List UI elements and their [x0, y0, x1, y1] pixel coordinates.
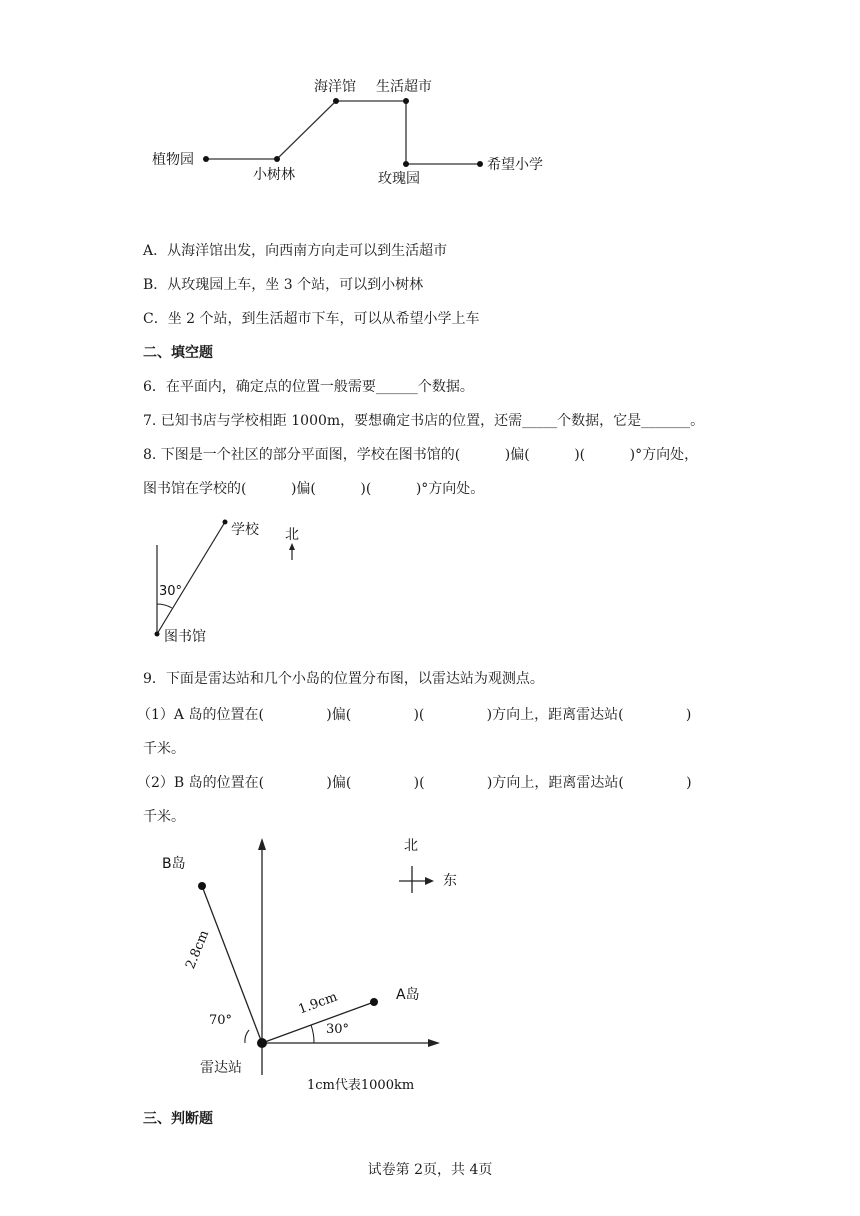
section-title-true-false: 三、判断题 [143, 1111, 213, 1127]
north-label: 北 [285, 527, 299, 543]
option-a: A．从海洋馆出发，向西南方向走可以到生活超市 [143, 243, 448, 259]
station-xiwangxiaoxue: 希望小学 [487, 157, 543, 173]
station-haiyangguan: 海洋馆 [314, 79, 356, 95]
page-footer: 试卷第 2页，共 4页 [367, 1162, 493, 1178]
compass-north-label: 北 [404, 838, 418, 854]
question-8-line1: 8. 下图是一个社区的部分平面图，学校在图书馆的( )偏( )( )°方向处， [143, 447, 699, 463]
station-xiaoshulin: 小树林 [253, 167, 295, 183]
question-8-line2: 图书馆在学校的( )偏( )( )°方向处。 [143, 481, 485, 497]
section-title-fill-in: 二、填空题 [143, 345, 213, 361]
b-distance-label: 2.8cm [183, 928, 213, 972]
library-label: 图书馆 [164, 629, 206, 645]
question-6: 6．在平面内，确定点的位置一般需要______个数据。 [143, 379, 474, 395]
angle-30-label: 30° [326, 1022, 350, 1037]
a-distance-label: 1.9cm [296, 989, 340, 1018]
option-c: C．坐 2 个站，到生活超市下车，可以从希望小学上车 [143, 311, 480, 327]
scale-label: 1cm代表1000km [307, 1078, 415, 1093]
station-shenghuochaoshi: 生活超市 [376, 79, 432, 95]
a-island-label: A岛 [396, 987, 420, 1003]
compass-east-label: 东 [443, 873, 457, 889]
station-zhiwuyuan: 植物园 [152, 152, 194, 168]
radar-station-label: 雷达站 [200, 1060, 242, 1076]
station-meiguiyuan: 玫瑰园 [378, 171, 420, 187]
b-island-label: B岛 [162, 856, 186, 872]
question-9-1-line2: 千米。 [143, 741, 185, 757]
option-b: B．从玫瑰园上车，坐 3 个站，可以到小树林 [143, 277, 424, 293]
angle-30-label: 30° [159, 584, 183, 599]
question-9-2-line1: （2）B 岛的位置在( )偏( )( )方向上，距离雷达站( ) [137, 775, 692, 791]
question-9-1-line1: （1）A 岛的位置在( )偏( )( )方向上，距离雷达站( ) [137, 707, 692, 723]
question-9-2-line2: 千米。 [143, 809, 185, 825]
angle-70-label: 70° [209, 1013, 233, 1028]
question-9-intro: 9．下面是雷达站和几个小岛的位置分布图，以雷达站为观测点。 [143, 671, 544, 687]
school-label: 学校 [231, 522, 259, 538]
question-7: 7. 已知书店与学校相距 1000m，要想确定书店的位置，还需_____个数据，它是_______。 [143, 413, 705, 429]
